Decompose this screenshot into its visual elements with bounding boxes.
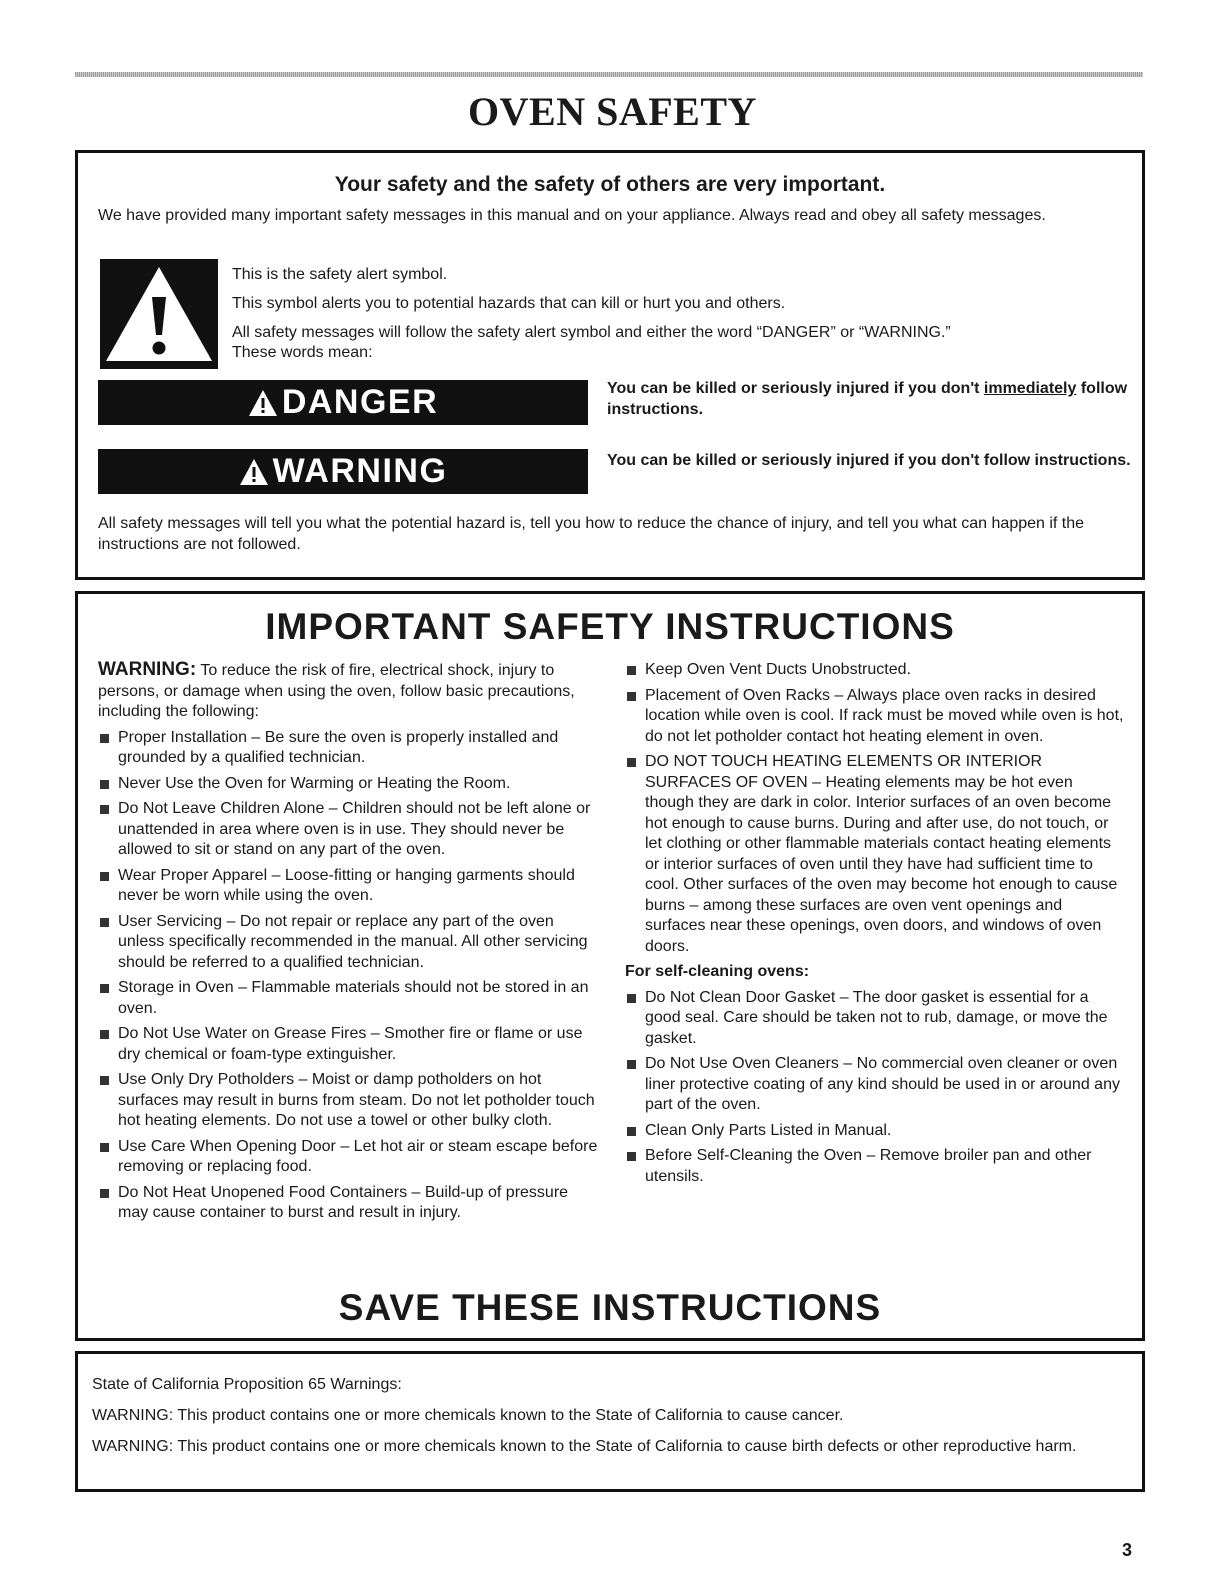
list-item: Do Not Heat Unopened Food Containers – Build-up of pressure may cause container to burst and result in injury. <box>98 1183 598 1224</box>
list-item: Storage in Oven – Flammable materials should not be stored in an oven. <box>98 978 598 1019</box>
list-item: Never Use the Oven for Warming or Heating the Room. <box>98 774 598 795</box>
list-item: Use Care When Opening Door – Let hot air or steam escape before removing or replacing food. <box>98 1137 598 1178</box>
list-item: Proper Installation – Be sure the oven is properly installed and grounded by a qualified technician. <box>98 728 598 769</box>
list-item: Before Self-Cleaning the Oven – Remove broiler pan and other utensils. <box>625 1146 1125 1187</box>
important-safety-instructions-box <box>75 591 1145 1341</box>
safety-alert-icon <box>100 259 218 369</box>
list-item: Do Not Clean Door Gasket – The door gasket is essential for a good seal. Care should be taken not to rub, damage, or move the gasket. <box>625 988 1125 1050</box>
danger-text-emphasis: immediately <box>983 380 1077 397</box>
prop65-lines <box>92 1374 1122 1467</box>
safety-heading: Your safety and the safety of others are very important. <box>334 173 886 196</box>
instructions-left-column <box>98 660 598 1229</box>
prop65-line: State of California Proposition 65 Warnings: <box>92 1376 402 1393</box>
danger-alert-icon <box>248 388 278 418</box>
list-item: Placement of Oven Racks – Always place oven racks in desired location while oven is cool. If rack must be moved while oven is hot, do not let potholder contact hot heating element in oven. <box>625 686 1125 748</box>
safety-intro: We have provided many important safety messages in this manual and on your appliance. Always read and obey all safety messages. <box>98 207 1046 224</box>
page-title: OVEN SAFETY <box>468 89 757 134</box>
alert-line: All safety messages will follow the safety alert symbol and either the word “DANGER” or “WARNING.” <box>232 324 951 341</box>
danger-label: DANGER <box>281 383 439 421</box>
list-item: Clean Only Parts Listed in Manual. <box>625 1121 1125 1142</box>
save-instructions-heading: SAVE THESE INSTRUCTIONS <box>338 1287 882 1328</box>
list-item: Use Only Dry Potholders – Moist or damp potholders on hot surfaces may result in burns from steam. Do not let potholder touch hot heating elements. Do not use a towel or other bulky cloth. <box>98 1070 598 1132</box>
danger-meaning <box>607 378 1132 420</box>
list-item: Keep Oven Vent Ducts Unobstructed. <box>625 660 1125 681</box>
list-item: DO NOT TOUCH HEATING ELEMENTS OR INTERIOR SURFACES OF OVEN – Heating elements may be hot even though they are dark in color. Interior surfaces of an oven become hot enough to cause burns. During and after use, do not touch, or let clothing or other flammable materials contact heating elements or interior surfaces of oven until they have had sufficient time to cool. Other surfaces of the oven may become hot enough to cause burns – among these surfaces are oven vent openings and surfaces near these openings, oven doors, and windows of oven doors. <box>625 752 1125 957</box>
alert-line: This symbol alerts you to potential hazards that can kill or hurt you and others. <box>232 295 786 312</box>
alert-line: These words mean: <box>232 344 373 361</box>
left-instruction-list <box>98 728 598 1224</box>
list-item: User Servicing – Do not repair or replace any part of the oven unless specifically recommended in the manual. All other servicing should be referred to a qualified technician. <box>98 912 598 974</box>
top-rule <box>75 72 1143 77</box>
danger-text-suffix: follow instructions. <box>607 380 1128 418</box>
alert-symbol-explanation <box>232 265 1112 372</box>
self-cleaning-list <box>625 988 1125 1188</box>
warning-intro <box>98 660 598 723</box>
warning-label: WARNING <box>272 452 448 490</box>
alert-line: This is the safety alert symbol. <box>232 266 448 283</box>
list-item: Wear Proper Apparel – Loose-fitting or hanging garments should never be worn while using the oven. <box>98 866 598 907</box>
warning-alert-icon <box>239 457 269 487</box>
list-item: Do Not Leave Children Alone – Children should not be left alone or unattended in area where oven is in use. They should never be allowed to sit or stand on any part of the oven. <box>98 799 598 861</box>
warning-intro-text: To reduce the risk of fire, electrical shock, injury to persons, or damage when using the oven, follow basic precautions, including the following: <box>98 662 575 720</box>
self-cleaning-heading: For self-cleaning ovens: <box>625 963 810 980</box>
list-item: Do Not Use Oven Cleaners – No commercial oven cleaner or oven liner protective coating of any kind should be used in or around any part of the oven. <box>625 1054 1125 1116</box>
warning-intro-label: WARNING: <box>98 659 197 680</box>
warning-meaning: You can be killed or seriously injured if you don't follow instructions. <box>607 452 1131 469</box>
safety-message-box <box>75 150 1145 580</box>
page-number: 3 <box>1122 1540 1133 1560</box>
right-instruction-list <box>625 660 1125 957</box>
danger-text-prefix: You can be killed or seriously injured if you don't <box>607 380 984 397</box>
safety-footer: All safety messages will tell you what the potential hazard is, tell you how to reduce the chance of injury, and tell you what can happen if the instructions are not followed. <box>98 515 1085 553</box>
prop65-line: WARNING: This product contains one or more chemicals known to the State of California to cause birth defects or other reproductive harm. <box>92 1438 1077 1455</box>
prop65-warning-box <box>75 1351 1145 1492</box>
warning-signal-bar <box>98 449 588 494</box>
instructions-heading: IMPORTANT SAFETY INSTRUCTIONS <box>265 606 955 647</box>
danger-signal-bar <box>98 380 588 425</box>
list-item: Do Not Use Water on Grease Fires – Smother fire or flame or use dry chemical or foam-type extinguisher. <box>98 1024 598 1065</box>
prop65-line: WARNING: This product contains one or more chemicals known to the State of California to cause cancer. <box>92 1407 844 1424</box>
instructions-right-column <box>625 660 1125 1192</box>
